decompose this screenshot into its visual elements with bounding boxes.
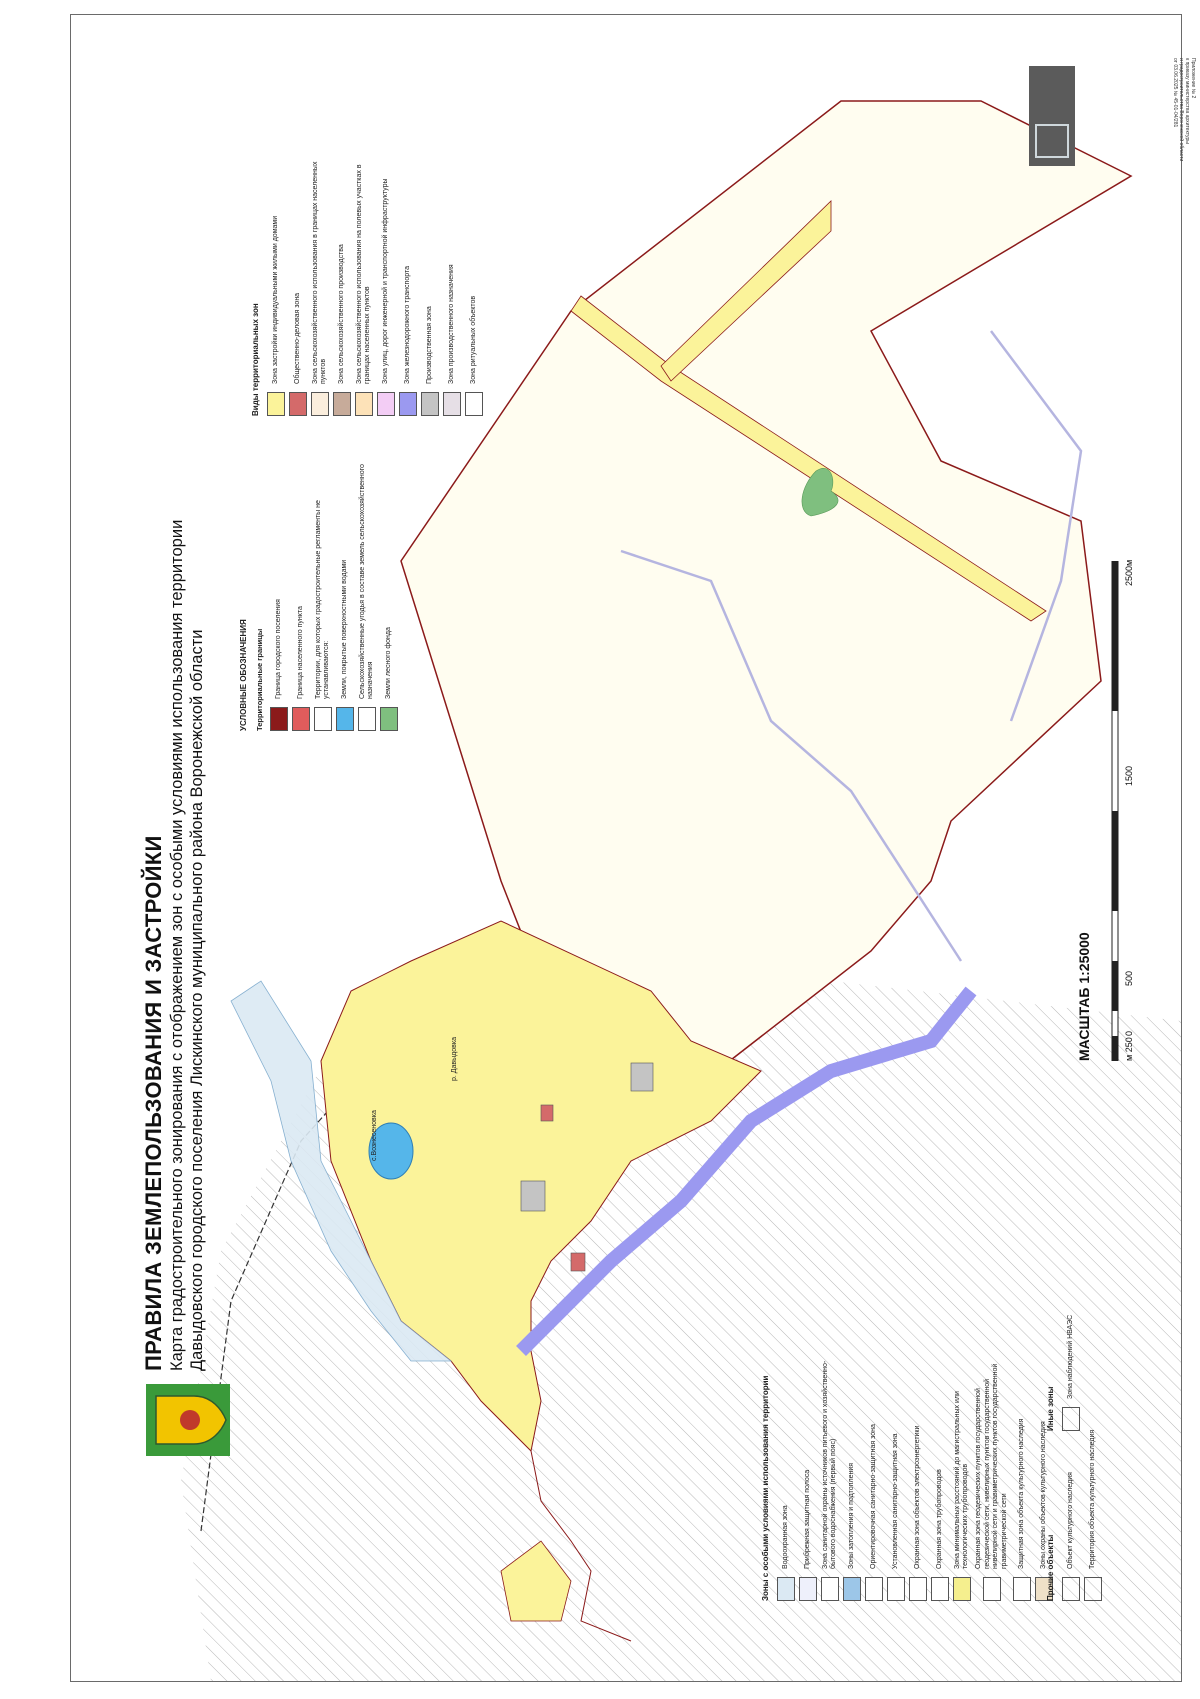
legend-row (399, 156, 417, 416)
legend-swatch (358, 707, 376, 731)
legend-row (355, 156, 373, 416)
legend-swatch (983, 1577, 1001, 1601)
place-label-village: с.Вознесеновка (371, 1110, 378, 1161)
legend-other2-header: Иные зоны (1046, 1386, 1055, 1431)
legend-row (292, 451, 310, 731)
legend-label: Прибрежная защитная полоса (803, 1469, 811, 1569)
legend-row (799, 1341, 817, 1601)
legend-label: Ориентировочная санитарно-защитная зона (869, 1424, 877, 1569)
legend-swatch (799, 1577, 817, 1601)
legend-row (358, 451, 376, 731)
legend-swatch (289, 392, 307, 416)
legend-row (975, 1341, 1009, 1601)
legend-special-zones (761, 1341, 1057, 1601)
legend-row (314, 451, 332, 731)
legend-row (289, 156, 307, 416)
legend-swatch (311, 392, 329, 416)
legend-row (465, 156, 483, 416)
legend-row (311, 156, 329, 416)
legend-swatch (931, 1577, 949, 1601)
legend-row (1013, 1341, 1031, 1601)
legend-swatch (355, 392, 373, 416)
legend-row (953, 1341, 971, 1601)
business-zone-2 (571, 1253, 585, 1271)
legend-row (336, 451, 354, 731)
legend-swatch (1084, 1577, 1102, 1601)
legend-row (843, 1341, 861, 1601)
annex-line-4: от 03.06.2025 № 45-01-04/281 (1172, 58, 1178, 128)
legend-row (270, 451, 288, 731)
legend-swatch (421, 392, 439, 416)
legend-swatch (443, 392, 461, 416)
legend-row (909, 1341, 927, 1601)
legend-label: Охранная зона трубопроводов (935, 1469, 943, 1569)
legend-row (380, 451, 398, 731)
scale-tick-label: 0 (1124, 1030, 1134, 1036)
legend-row (1084, 1341, 1102, 1601)
annex-line-1: Приложение № 2 (1190, 58, 1196, 99)
legend-swatch (267, 392, 285, 416)
legend-swatch (953, 1577, 971, 1601)
legend-label: Зона железнодорожного транспорта (403, 266, 411, 384)
legend-label: Зона улиц, дорог инженерной и транспортной инфраструктуры (381, 178, 389, 384)
annex-caption (1172, 58, 1196, 198)
legend-label: Земли лесного фонда (384, 627, 392, 699)
scale-tick-label: 1500 (1124, 765, 1134, 786)
legend-swatch (777, 1577, 795, 1601)
scale-tick-label: 2500м (1124, 559, 1134, 586)
legend-label: Зона сельскохозяйственного производства (337, 244, 345, 384)
rotated-layout (71, 15, 1181, 1681)
coat-of-arms-emblem (146, 1384, 230, 1456)
legend-row (821, 1341, 839, 1601)
legend-label: Водоохранная зона (781, 1505, 789, 1569)
legend-swatch (377, 392, 395, 416)
legend-label: Установленная санитарно-защитная зона (891, 1433, 899, 1569)
legend-label: Зона санитарной охраны источников питьевого и хозяйственно-бытового водоснабжения (первый пояс) (821, 1360, 837, 1569)
legend-swatch (821, 1577, 839, 1601)
legend-label: Зоны затопления и подтопления (847, 1462, 855, 1569)
legend-label: Производственная зона (425, 306, 433, 384)
legend-label: Земли, покрытые поверхностными водами (340, 559, 348, 699)
legend-label: Зона сельскохозяйственного использования на полевых участках в границах населенных пунктов (355, 164, 371, 384)
scale-tick-label: м 250 (1124, 1037, 1134, 1061)
legend-row (333, 156, 351, 416)
legend-row (421, 156, 439, 416)
legend-zone-types (251, 156, 487, 416)
legend-types-items (267, 156, 483, 416)
legend-swatch (865, 1577, 883, 1601)
legend-label: Территории, для которых градостроительные регламенты не устанавливаются: (314, 500, 330, 699)
legend-other-header: Прочие объекты (1046, 1534, 1055, 1601)
annex-line-2: к приказу министерства архитектуры (1184, 58, 1190, 144)
legend-row (887, 1341, 905, 1601)
legend-swatch (465, 392, 483, 416)
legend-swatch (1013, 1577, 1031, 1601)
map-sheet (70, 14, 1182, 1682)
legend-types-header: Виды территориальных зон (251, 303, 260, 416)
legend-main-items (270, 451, 398, 731)
legend-swatch (843, 1577, 861, 1601)
legend-main (239, 451, 402, 731)
legend-swatch (1062, 1577, 1080, 1601)
legend-main-header: УСЛОВНЫЕ ОБОЗНАЧЕНИЯ (239, 619, 248, 731)
legend-swatch (909, 1577, 927, 1601)
annex-caption-text (1172, 58, 1196, 161)
production-zone-2 (521, 1181, 545, 1211)
legend-swatch (336, 707, 354, 731)
legend-label: Сельскохозяйственные угодья в составе земель сельскохозяйственного назначения (358, 464, 374, 699)
legend-label: Охранная зона объектов электроэнергетики (913, 1425, 921, 1569)
legend-label: Зона ритуальных объектов (469, 295, 477, 384)
legend-row (1062, 1271, 1080, 1431)
legend-label: Охранная зона геодезических пунктов государственной геодезической сети, нивелирных пунктов государственной нивелирной сети и гравиметрических пунктов государственной гравиметрической сети (975, 1363, 1008, 1569)
scale-label: МАСШТАБ 1:25000 (1076, 932, 1092, 1061)
legend-label: Зона сельскохозяйственного использования в границах населенных пунктов (311, 161, 327, 384)
legend-label: Территория объекта культурного наследия (1088, 1429, 1096, 1569)
legend-swatch (292, 707, 310, 731)
legend-swatch (399, 392, 417, 416)
map-subtitle-2: Давыдовского городского поселения Лискинского муниципального района Воронежской области (188, 629, 206, 1371)
legend-zones-header: Зоны с особыми условиями использования территории (761, 1375, 770, 1601)
legend-row (443, 156, 461, 416)
title-block (141, 371, 207, 1371)
legend-label: Зоны охраны объектов культурного наследия (1039, 1421, 1047, 1569)
legend-swatch (1062, 1407, 1080, 1431)
legend-swatch (333, 392, 351, 416)
legend-swatch (887, 1577, 905, 1601)
legend-label: Зона производственного назначения (447, 264, 455, 384)
map-title: ПРАВИЛА ЗЕМЛЕПОЛЬЗОВАНИЯ И ЗАСТРОЙКИ (141, 835, 166, 1371)
business-zone-1 (541, 1105, 553, 1121)
scale-ruler (1110, 561, 1120, 1061)
scale-bar (1076, 541, 1146, 1061)
legend-row (865, 1341, 883, 1601)
production-zone-1 (631, 1063, 653, 1091)
legend-zones-items (777, 1341, 1053, 1601)
legend-label: Граница населенного пункта (296, 606, 304, 699)
annex-line-3: и градостроительства Воронежской области (1178, 58, 1184, 162)
place-label-river: р. Давыдовка (451, 1037, 458, 1081)
legend-label: Зона наблюдений НВАЭС (1066, 1314, 1074, 1399)
legend-swatch (314, 707, 332, 731)
legend-label: Граница городского поселения (274, 599, 282, 699)
map-subtitle-1: Карта градостроительного зонирования с отображением зон с особыми условиями использования территории (168, 519, 186, 1371)
legend-other-zones (1046, 1271, 1084, 1431)
legend-main-section: Территориальные границы (255, 628, 264, 731)
legend-label: Защитная зона объекта культурного наследия (1017, 1418, 1025, 1569)
legend-row (377, 156, 395, 416)
legend-row (267, 156, 285, 416)
qr-code-icon (1035, 124, 1069, 158)
legend-label: Объект культурного наследия (1066, 1472, 1074, 1569)
legend-label: Общественно-деловая зона (293, 292, 301, 384)
qr-code-block (1029, 66, 1075, 166)
legend-other2-items (1062, 1271, 1080, 1431)
legend-label: Зона минимальных расстояний до магистральных или технологических трубопроводов (953, 1391, 969, 1569)
legend-row (931, 1341, 949, 1601)
legend-swatch (380, 707, 398, 731)
legend-row (777, 1341, 795, 1601)
legend-label: Зона застройки индивидуальными жилыми домами (271, 215, 279, 384)
legend-swatch (270, 707, 288, 731)
scale-tick-label: 500 (1124, 970, 1134, 986)
